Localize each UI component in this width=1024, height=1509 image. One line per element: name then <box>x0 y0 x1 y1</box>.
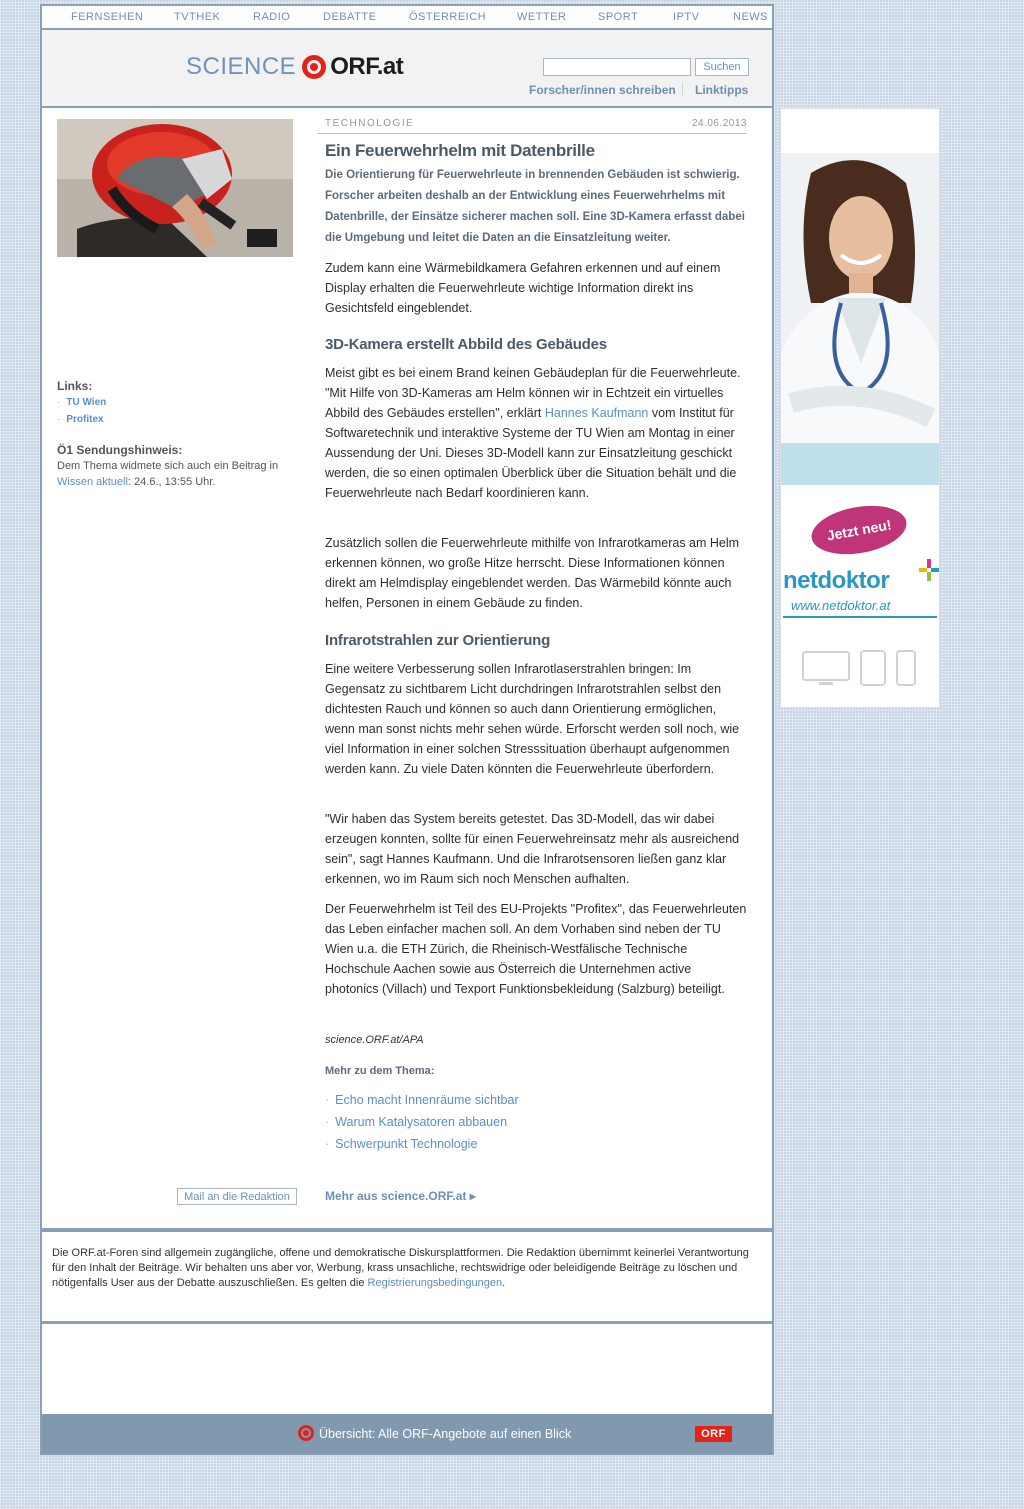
more-link-echo[interactable]: · Echo macht Innenräume sichtbar <box>325 1093 519 1107</box>
nav-wetter[interactable]: WETTER <box>517 11 567 23</box>
link-profitex[interactable]: · Profitex <box>57 414 104 425</box>
hannes-kaufmann-link[interactable]: Hannes Kaufmann <box>544 406 649 420</box>
nav-fernsehen[interactable]: FERNSEHEN <box>71 11 144 23</box>
links-title: Links: <box>57 379 93 393</box>
nav-tvthek[interactable]: TVTHEK <box>174 11 221 23</box>
site-logo[interactable] <box>186 52 403 82</box>
forum-notice <box>42 1232 772 1321</box>
plus-icon <box>919 559 939 581</box>
paragraph-1: Zudem kann eine Wärmebildkamera Gefahren erkennen und auf einem Display erhalten die Feuerwehrleute wichtige Information direkt ins Gesichtsfeld eingeblendet. <box>325 261 721 315</box>
search-input[interactable] <box>543 58 691 76</box>
article-source: science.ORF.at/APA <box>325 1034 424 1046</box>
link-tips-link[interactable]: Linktipps <box>695 83 749 97</box>
nav-iptv[interactable]: IPTV <box>673 11 700 23</box>
netdoktor-brand: netdoktor <box>783 567 890 594</box>
nav-sport[interactable]: SPORT <box>598 11 639 23</box>
orf-overview-link[interactable]: Übersicht: Alle ORF-Angebote auf einen Blick <box>319 1427 572 1441</box>
researchers-write-link[interactable]: Forscher/innen schreiben <box>529 83 676 97</box>
subheading-infrared: Infrarotstrahlen zur Orientierung <box>325 632 551 649</box>
article-date: 24.06.2013 <box>691 118 747 129</box>
category-label: TECHNOLOGIE <box>325 118 415 129</box>
paragraph-5: "Wir haben das System bereits getestet. Das 3D-Modell, das wir dabei erzeugen konnten, sollte für einen Feuerwehreinsatz mehr als ausreichend sein", sagt Hannes Kaufmann. Und die Infrarotsensoren ließen ganz klar erkennen, wo im Raum sich noch Menschen aufhalten. <box>325 812 740 886</box>
category-divider <box>317 133 747 134</box>
wissen-aktuell-link[interactable]: Wissen aktuell <box>57 476 128 488</box>
orf-eye-icon <box>302 55 326 79</box>
registration-terms-link[interactable]: Registrierungsbedingungen <box>367 1277 503 1289</box>
orf-logo-badge[interactable]: ORF <box>695 1426 732 1442</box>
paragraph-6: Der Feuerwehrhelm ist Teil des EU-Projekts "Profitex", das Feuerwehrleuten das Leben einfacher machen soll. An dem Vorhaben sind neben der TU Wien u.a. die ETH Zürich, die Rheinisch-Westfälische Technische Hochschule Aachen sowie aus Österreich die Unternehmen active photonics (Villach) und Texport Funktionsbekleidung (Salzburg) beteiligt. <box>325 902 747 996</box>
search-button[interactable]: Suchen <box>695 58 749 76</box>
nav-radio[interactable]: RADIO <box>253 11 291 23</box>
o1-title: Ö1 Sendungshinweis: <box>57 443 183 457</box>
o1-text: Dem Thema widmete sich auch ein Beitrag in Wissen aktuell: 24.6., 13:55 Uhr. <box>57 460 279 488</box>
nav-oesterreich[interactable]: ÖSTERREICH <box>409 11 487 23</box>
paragraph-3: Zusätzlich sollen die Feuerwehrleute mithilfe von Infrarotkameras am Helm erkennen können, wo große Hitze herrscht. Diese Informationen können direkt am Helmdisplay eingeblendet werden. Das Wärmebild könnte auch helfen, Personen in einem Gebäude zu finden. <box>325 536 740 610</box>
doctor-photo <box>781 153 939 485</box>
link-tu-wien[interactable]: · TU Wien <box>57 397 107 408</box>
article-title: Ein Feuerwehrhelm mit Datenbrille <box>325 141 595 160</box>
paragraph-4: Eine weitere Verbesserung sollen Infrarotlaserstrahlen bringen: Im Gegensatz zu sichtbarem Licht durchdringen Infrarotstrahlen selbst den dichtesten Rauch und können so auch dann Orientierung ermöglichen, wenn man sonst nichts mehr sehen würde. Erforscht werden soll noch, wie viel Information in einer solchen Stresssituation überhaupt aufgenommen werden kann. Zu viele Daten könnten die Feuerwehrleute überfordern. <box>325 662 740 776</box>
more-from-science-link[interactable]: Mehr aus science.ORF.at ▸ <box>325 1189 476 1203</box>
more-topic-title: Mehr zu dem Thema: <box>325 1065 435 1077</box>
nav-debatte[interactable]: DEBATTE <box>323 11 377 23</box>
mail-editor-button[interactable]: Mail an die Redaktion <box>177 1188 297 1205</box>
site-footer <box>42 1414 772 1454</box>
subheading-3d-camera: 3D-Kamera erstellt Abbild des Gebäudes <box>325 336 607 353</box>
main-content <box>42 108 772 1228</box>
helmet-photo <box>57 119 293 257</box>
site-header <box>42 30 772 106</box>
more-link-technologie[interactable]: · Schwerpunkt Technologie <box>325 1137 478 1151</box>
nav-news[interactable]: NEWS <box>733 11 768 23</box>
paragraph-2: Meist gibt es bei einem Brand keinen Gebäudeplan für die Feuerwehrleute. "Mit Hilfe von 3D-Kameras am Helm können wir in Echtzeit ein virtuelles Abbild des Gebäudes erstellen", erklärt Hannes Kaufmann vom Institut für Softwaretechnik und interaktive Systeme der TU Wien am Montag in einer Aussendung der Uni. Dieses 3D-Modell kann zur Einsatzleitung geschickt werden, die so einen optimalen Überblick über die Situation behält und die Feuerwehrleute nach Bedarf koordinieren kann. <box>325 366 741 500</box>
ad-divider <box>783 616 937 618</box>
more-link-katalysatoren[interactable]: · Warum Katalysatoren abbauen <box>325 1115 508 1129</box>
header-divider <box>682 82 683 96</box>
logo-science-text: SCIENCE <box>186 53 297 80</box>
logo-orf-text: ORF.at <box>330 53 404 80</box>
devices-icon <box>801 649 921 689</box>
orf-eye-icon <box>298 1425 314 1441</box>
empty-panel <box>42 1324 772 1414</box>
top-nav <box>42 6 772 28</box>
forum-notice-text: Die ORF.at-Foren sind allgemein zugängliche, offene und demokratische Diskursplattformen. Die Redaktion übernimmt keinerlei Verantwortung für den Inhalt der Beiträge. Wir behalten uns aber vor, Werbung, krass unsachliche, rechtswidrige oder beleidigende Beiträge zu löschen und nötigenfalls User aus der Debatte auszuschließen. Es gelten die Registrierungsbedingungen. <box>52 1247 749 1289</box>
article-lead: Die Orientierung für Feuerwehrleute in brennenden Gebäuden ist schwierig. Forscher arbeiten deshalb an der Entwicklung eines Feuerwehrhelms mit Datenbrille, der Einsätze sicherer machen soll. Eine 3D-Kamera erfasst dabei die Umgebung und leitet die Daten an die Einsatzleitung weiter. <box>325 169 745 244</box>
jetzt-neu-badge: Jetzt neu! <box>808 499 911 561</box>
netdoktor-ad[interactable] <box>780 108 940 708</box>
netdoktor-url: www.netdoktor.at <box>791 598 891 613</box>
